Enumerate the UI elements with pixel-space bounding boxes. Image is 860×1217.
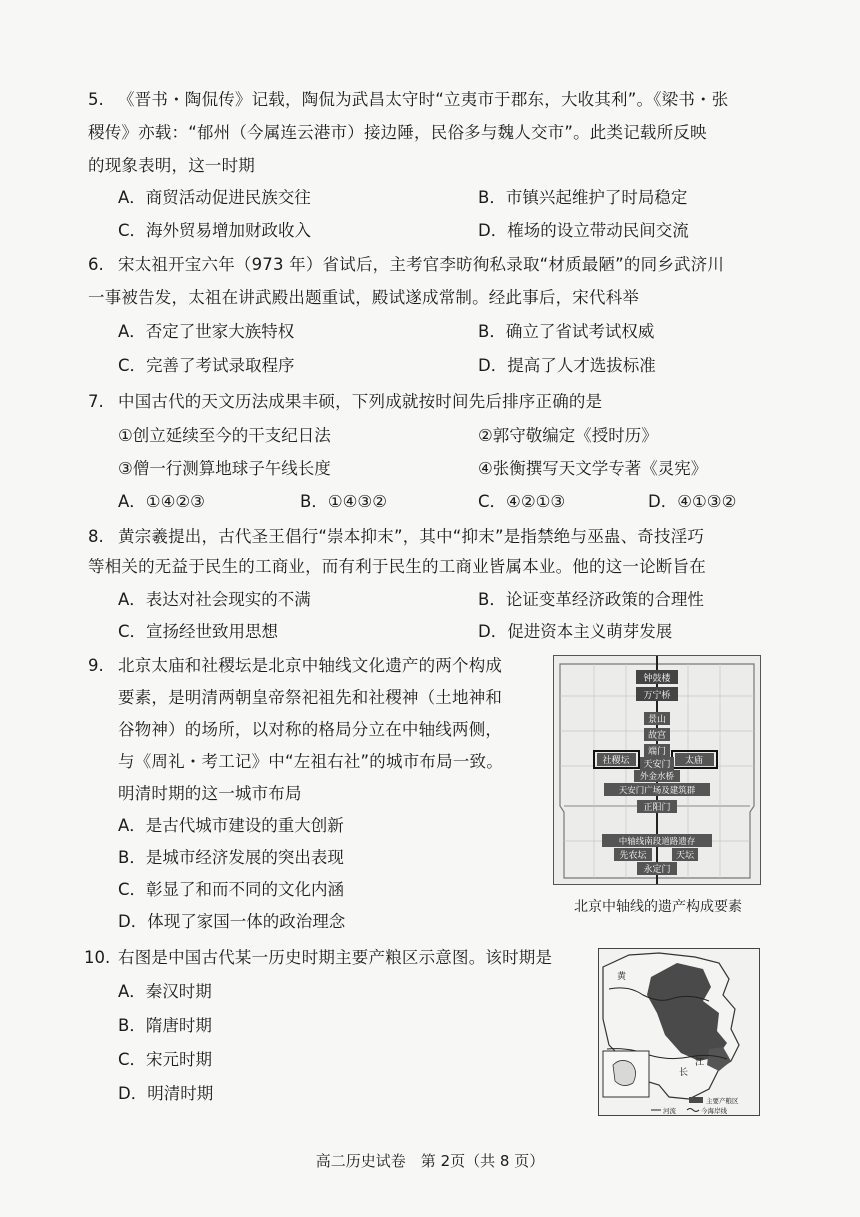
label-shejitan: 社稷坛 <box>602 756 630 766</box>
q9-option-a: A．是古代城市建设的重大创新 <box>118 816 344 835</box>
central-axis-caption: 北京中轴线的遗产构成要素 <box>574 899 742 915</box>
q5-line-2: 稷传》亦载：“郁州（今属连云港市）接边陲，民俗多与魏人交市”。此类记载所反映 <box>88 123 707 142</box>
q9-line-5: 明清时期的这一城市布局 <box>118 784 302 803</box>
q7-option-d: D．④①③② <box>648 492 737 511</box>
label-gugong: 故宫 <box>647 731 667 741</box>
q5-option-a: A．商贸活动促进民族交往 <box>118 188 311 207</box>
grain-region-svg <box>599 949 759 1115</box>
page-footer: 高二历史试卷 第 2页（共 8 页） <box>315 1152 545 1170</box>
q7-option-c: C．④②①③ <box>478 492 566 511</box>
q9-line-3: 谷物神）的场所，以对称的格局分立在中轴线两侧， <box>118 720 503 739</box>
label-duanmen: 端门 <box>647 747 667 757</box>
q7-line-1: 中国古代的天文历法成果丰硕，下列成就按时间先后排序正确的是 <box>118 392 603 411</box>
inset-land <box>613 1060 636 1085</box>
q10-option-d: D．明清时期 <box>118 1084 214 1103</box>
label-he: 黄 <box>617 972 627 982</box>
central-axis-map <box>553 655 761 885</box>
label-xiannongtan: 先农坛 <box>619 851 647 861</box>
label-chang: 长 <box>679 1068 689 1078</box>
label-wanningqiao: 万宁桥 <box>643 691 671 701</box>
q6-line-2: 一事被告发，太祖在讲武殿出题重试，殿试遂成常制。经此事后，宋代科举 <box>88 288 640 307</box>
grain-region-map <box>598 948 760 1116</box>
legend-main-swatch <box>689 1097 703 1103</box>
q10-option-b: B．隋唐时期 <box>118 1016 212 1035</box>
q8-line-2: 等相关的无益于民生的工商业，而有利于民生的工商业皆属本业。他的这一论断旨在 <box>88 557 706 576</box>
legend-coast: 今海岸线 <box>701 1107 727 1115</box>
label-zhengyangmen: 正阳门 <box>643 803 671 813</box>
q6-number: 6. <box>88 255 104 274</box>
q10-option-c: C．宋元时期 <box>118 1050 213 1069</box>
q7-item-1: ①创立延续至今的干支纪日法 <box>118 426 331 445</box>
q8-option-c: C．宣扬经世致用思想 <box>118 622 279 641</box>
label-tiananmen: 天安门 <box>643 760 671 770</box>
label-guangchang: 天安门广场及建筑群 <box>618 786 696 796</box>
q9-option-d: D．体现了家国一体的政治理念 <box>118 912 346 931</box>
label-yicun: 中轴线南段道路遗存 <box>618 837 696 847</box>
q9-option-c: C．彰显了和而不同的文化内涵 <box>118 880 345 899</box>
q9-line-1: 北京太庙和社稷坛是北京中轴线文化遗产的两个构成 <box>118 656 503 675</box>
q7-number: 7. <box>88 392 104 411</box>
label-jingshan: 景山 <box>647 715 667 725</box>
q7-item-2: ②郭守敬编定《授时历》 <box>478 426 658 445</box>
q8-number: 8. <box>88 527 104 546</box>
q5-option-c: C．海外贸易增加财政收入 <box>118 221 312 240</box>
q7-option-a: A．①④②③ <box>118 492 205 511</box>
q8-option-a: A．表达对社会现实的不满 <box>118 590 311 609</box>
q6-option-b: B．确立了省试考试权威 <box>478 322 655 341</box>
q6-line-1: 宋太祖开宝六年（973 年）省试后，主考官李昉徇私录取“材质最陋”的同乡武济川 <box>118 255 725 274</box>
q6-option-d: D．提高了人才选拔标准 <box>478 356 656 375</box>
q10-number: 10. <box>84 948 111 967</box>
q5-option-b: B．市镇兴起维护了时局稳定 <box>478 188 688 207</box>
q9-line-4: 与《周礼・考工记》中“左祖右社”的城市布局一致。 <box>118 752 503 771</box>
q10-option-a: A．秦汉时期 <box>118 982 212 1001</box>
q7-item-4: ④张衡撰写天文学专著《灵宪》 <box>478 459 708 478</box>
legend-coast-swatch <box>687 1109 699 1112</box>
q5-option-d: D．榷场的设立带动民间交流 <box>478 221 689 240</box>
q8-option-d: D．促进资本主义萌芽发展 <box>478 622 673 641</box>
label-zhonggulou: 钟鼓楼 <box>643 674 671 684</box>
q9-option-b: B．是城市经济发展的突出表现 <box>118 848 344 867</box>
central-axis-svg <box>554 656 760 884</box>
q6-option-a: A．否定了世家大族特权 <box>118 322 295 341</box>
q9-number: 9. <box>88 656 104 675</box>
q5-number: 5. <box>88 90 104 109</box>
q8-line-1: 黄宗羲提出，古代圣王倡行“崇本抑末”，其中“抑末”是指禁绝与巫蛊、奇技淫巧 <box>118 527 705 546</box>
q5-line-3: 的现象表明，这一时期 <box>88 156 255 175</box>
q9-line-2: 要素，是明清两朝皇帝祭祀祖先和社稷神（土地神和 <box>118 688 503 707</box>
label-jiang: 江 <box>695 1058 705 1068</box>
q5-line-1: 《晋书・陶侃传》记载，陶侃为武昌太守时“立夷市于郡东，大收其利”。《梁书・张 <box>118 90 729 109</box>
legend-main: 主要产粮区 <box>706 1097 739 1105</box>
label-taimiao: 太庙 <box>684 756 704 766</box>
q7-option-b: B．①④③② <box>300 492 387 511</box>
q8-option-b: B．论证变革经济政策的合理性 <box>478 590 704 609</box>
label-waijinshuiqiao: 外金水桥 <box>639 772 675 782</box>
label-yongdingmen: 永定门 <box>643 865 671 875</box>
q6-option-c: C．完善了考试录取程序 <box>118 356 295 375</box>
q7-item-3: ③僧一行测算地球子午线长度 <box>118 459 331 478</box>
q10-line-1: 右图是中国古代某一历史时期主要产粮区示意图。该时期是 <box>118 948 553 967</box>
legend-river: 河流 <box>663 1107 676 1115</box>
label-tiantan: 天坛 <box>675 851 695 861</box>
